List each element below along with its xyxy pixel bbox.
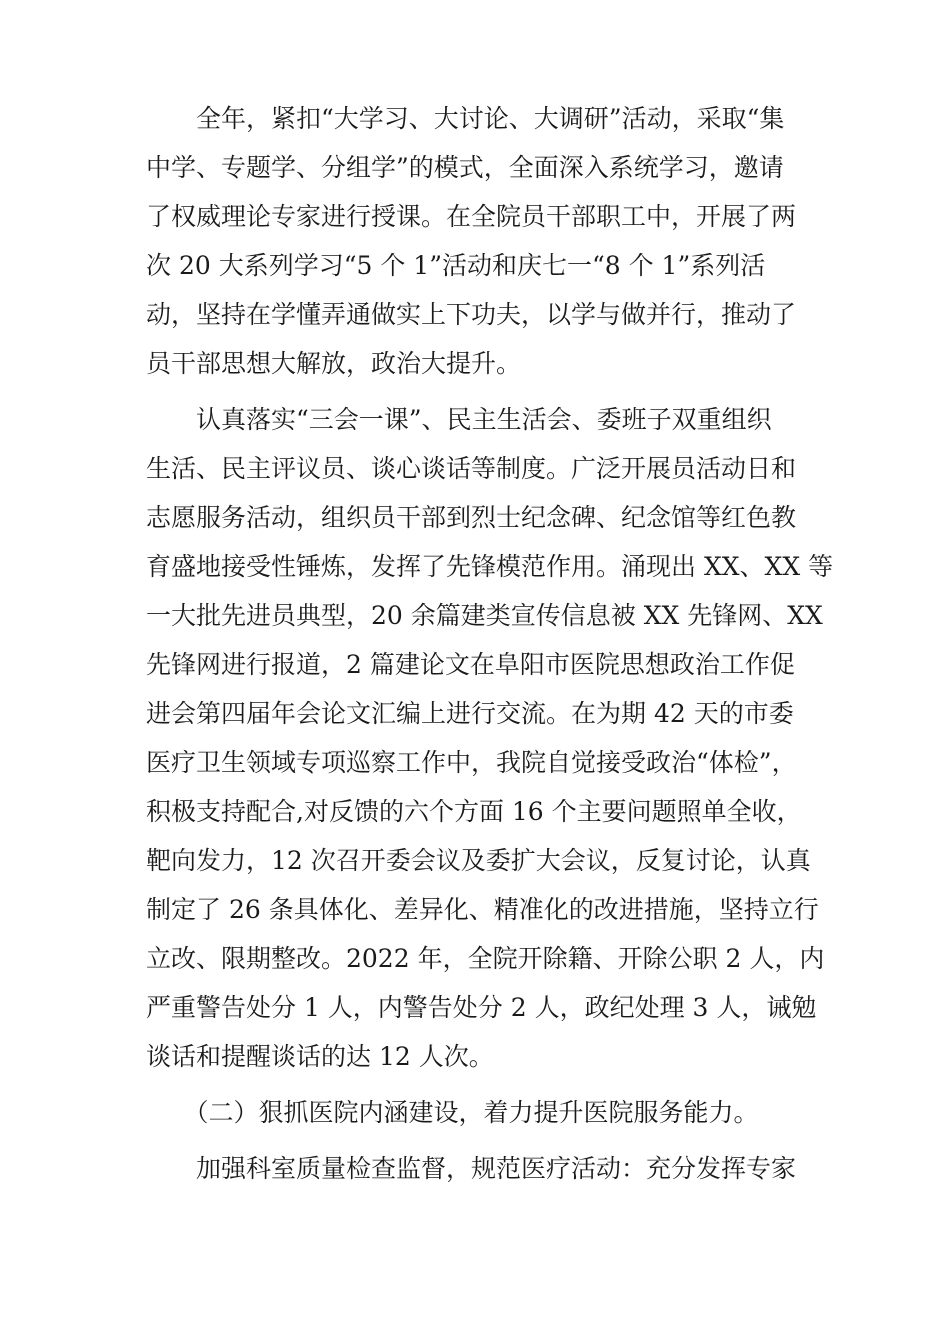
section-heading: （二）狠抓医院内涵建设，着力提升医院服务能力。 (146, 1098, 759, 1127)
text-line: 制定了 26 条具体化、差异化、精准化的改进措施，坚持立行 (146, 895, 819, 924)
text-line: 靶向发力，12 次召开委会议及委扩大会议，反复讨论，认真 (146, 846, 811, 875)
text-line: 一大批先进员典型，20 余篇建类宣传信息被 XX 先锋网、XX (146, 601, 823, 630)
text-line: 谈话和提醒谈话的达 12 人次。 (146, 1042, 494, 1071)
text-line: 生活、民主评议员、谈心谈话等制度。广泛开展员活动日和 (146, 454, 797, 483)
text-line: 动，坚持在学懂弄通做实上下功夫，以学与做并行，推动了 (146, 300, 797, 329)
text-line: 先锋网进行报道，2 篇建论文在阜阳市医院思想政治工作促 (146, 650, 795, 679)
text-line: 医疗卫生领域专项巡察工作中，我院自觉接受政治“体检”， (146, 748, 797, 777)
text-line: 严重警告处分 1 人，内警告处分 2 人，政纪处理 3 人，诫勉 (146, 993, 817, 1022)
text-line: 加强科室质量检查监督，规范医疗活动：充分发挥专家 (146, 1154, 797, 1183)
text-line: 立改、限期整改。2022 年，全院开除籍、开除公职 2 人，内 (146, 944, 825, 973)
text-line: 进会第四届年会论文汇编上进行交流。在为期 42 天的市委 (146, 699, 794, 728)
text-line: 全年，紧扣“大学习、大讨论、大调研”活动，采取“集 (146, 104, 785, 133)
text-line: 认真落实“三会一课”、民主生活会、委班子双重组织 (146, 405, 772, 434)
text-line: 了权威理论专家进行授课。在全院员干部职工中，开展了两 (146, 202, 797, 231)
text-line: 中学、专题学、分组学”的模式，全面深入系统学习，邀请 (146, 153, 784, 182)
text-line: 次 20 大系列学习“5 个 1”活动和庆七一“8 个 1”系列活 (146, 251, 766, 280)
text-line: 员干部思想大解放，政治大提升。 (146, 349, 522, 378)
text-line: 积极支持配合,对反馈的六个方面 16 个主要问题照单全收， (146, 797, 802, 826)
text-line: 志愿服务活动，组织员干部到烈士纪念碑、纪念馆等红色教 (146, 503, 797, 532)
text-line: 育盛地接受性锤炼，发挥了先锋模范作用。涌现出 XX、XX 等 (146, 552, 834, 581)
